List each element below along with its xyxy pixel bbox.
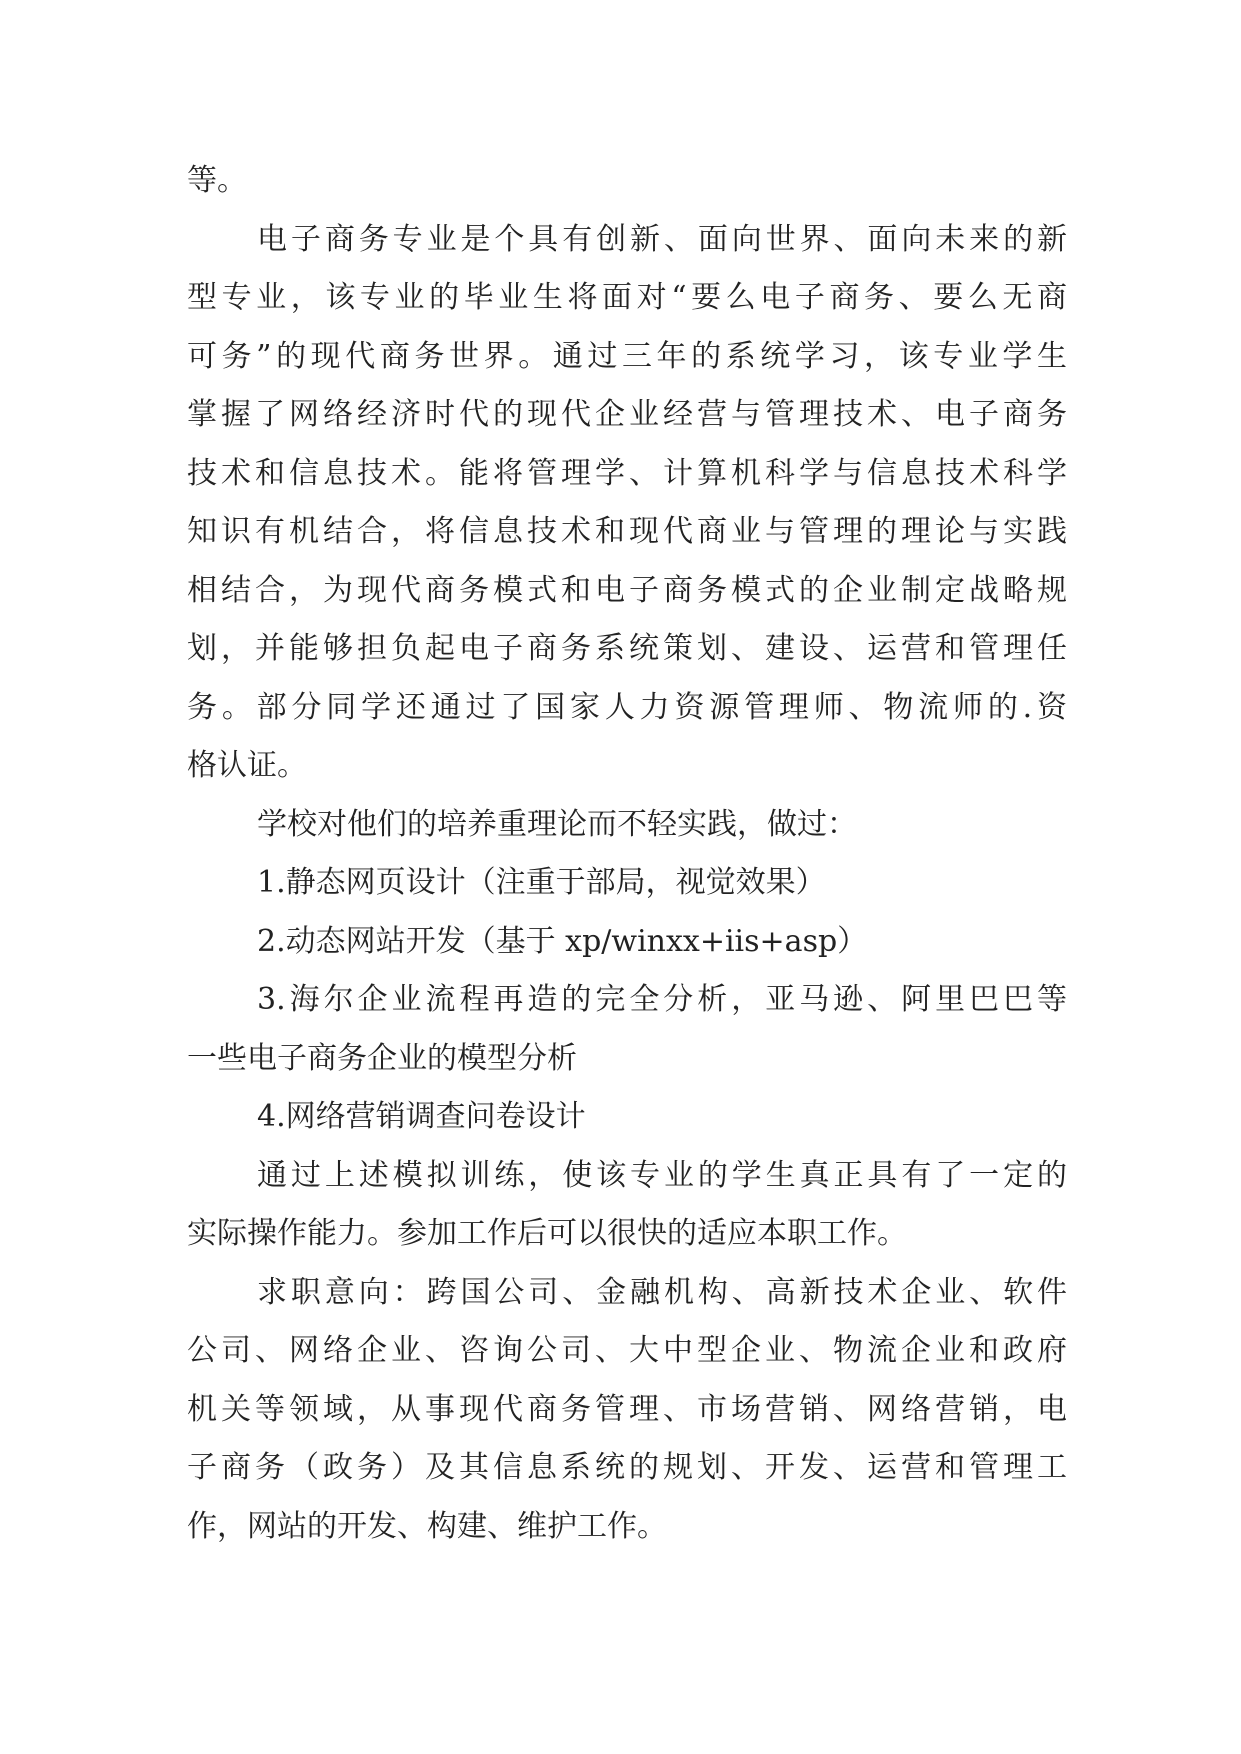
text-line: 通过上述模拟训练，使该专业的学生真正具有了一定的 — [257, 1157, 1067, 1193]
text-line: 2.动态网站开发（基于 xp/winxx+iis+asp） — [257, 923, 868, 959]
text-line: 格认证。 — [187, 748, 307, 783]
text-line: 3.海尔企业流程再造的完全分析，亚马逊、阿里巴巴等 — [257, 982, 1067, 1017]
list-item-3 — [187, 971, 1067, 1088]
text-line: 作，网站的开发、构建、维护工作。 — [187, 1508, 667, 1544]
text-line: 公司、网络企业、咨询公司、大中型企业、物流企业和政府 — [187, 1333, 1067, 1368]
text-line: 务。部分同学还通过了国家人力资源管理师、物流师的.资 — [187, 689, 1067, 725]
text-line: 相结合，为现代商务模式和电子商务模式的企业制定战略规 — [187, 572, 1067, 608]
text-line: 机关等领域，从事现代商务管理、市场营销、网络营销，电 — [187, 1391, 1067, 1427]
document-page — [187, 152, 1067, 1556]
text-line: 4.网络营销调查问卷设计 — [257, 1099, 586, 1134]
text-line: 技术和信息技术。能将管理学、计算机科学与信息技术科学 — [187, 455, 1067, 491]
text-line: 求职意向：跨国公司、金融机构、高新技术企业、软件 — [257, 1274, 1067, 1310]
text-line: 知识有机结合，将信息技术和现代商业与管理的理论与实践 — [187, 514, 1067, 549]
text-line: 电子商务专业是个具有创新、面向世界、面向未来的新 — [257, 221, 1067, 257]
list-item-4 — [187, 1088, 1067, 1147]
list-item-2 — [187, 913, 1067, 972]
list-item-1 — [187, 854, 1067, 913]
text-line: 学校对他们的培养重理论而不轻实践，做过： — [257, 806, 857, 842]
text-line: 1.静态网页设计（注重于部局，视觉效果） — [257, 865, 826, 900]
paragraph-training-intro — [187, 796, 1067, 855]
paragraph-major-intro — [187, 211, 1067, 796]
paragraph-training-result — [187, 1147, 1067, 1264]
text-line: 实际操作能力。参加工作后可以很快的适应本职工作。 — [187, 1216, 907, 1251]
text-line: 掌握了网络经济时代的现代企业经营与管理技术、电子商务 — [187, 397, 1067, 432]
text-line: 型专业，该专业的毕业生将面对“要么电子商务、要么无商 — [187, 280, 1067, 315]
text-line: 一些电子商务企业的模型分析 — [187, 1040, 577, 1076]
text-line: 等。 — [187, 163, 247, 198]
paragraph-continuation — [187, 152, 1067, 211]
text-line: 子商务（政务）及其信息系统的规划、开发、运营和管理工 — [187, 1450, 1067, 1485]
paragraph-career-intent — [187, 1264, 1067, 1557]
text-line: 可务”的现代商务世界。通过三年的系统学习，该专业学生 — [187, 338, 1067, 374]
text-line: 划，并能够担负起电子商务系统策划、建设、运营和管理任 — [187, 631, 1067, 666]
